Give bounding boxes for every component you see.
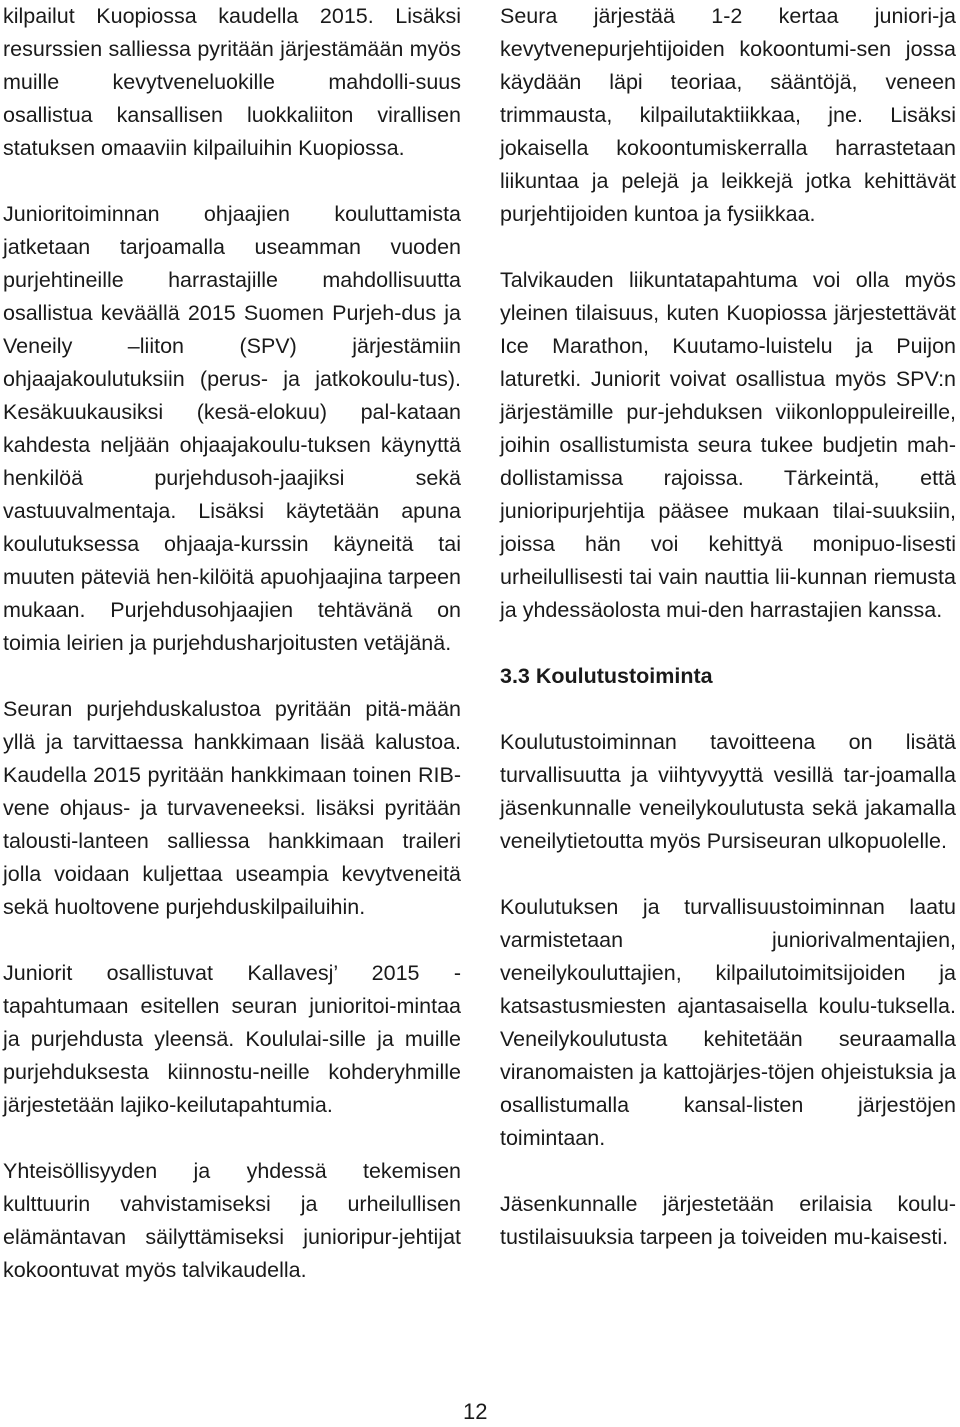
right-column xyxy=(500,0,956,1254)
paragraph-instructor-training: Junioritoiminnan ohjaajien kouluttamista jatketaan tarjoamalla useamman vuoden purjehtineille harrastajille mahdollisuutta osallistua keväällä 2015 Suomen Purjeh-dus ja Veneily –liiton (SPV) järjestämiin ohjaajakoulutuksiin (perus- ja jatkokoulu-tus). Kesäkuukausiksi (kesä-elokuu) pal-kataan kahdesta neljään ohjaajakoulu-tuksen käynyttä henkilöä purjehdusoh-jaajiksi sekä vastuuvalmentaja. Lisäksi käytetään apuna koulutuksessa ohjaaja-kurssin käyneitä tai muuten päteviä hen-kilöitä apuohjaajina tarpeen mukaan. Purjehdusohjaajien tehtävänä on toimia leirien ja purjehdusharjoitusten vetäjänä. xyxy=(3,202,461,655)
page-number: 12 xyxy=(463,1399,488,1424)
paragraph-kallavesj-event: Juniorit osallistuvat Kallavesj’ 2015 -tapahtumaan esitellen seuran junioritoi-mintaa ja purjehdusta yleensä. Koululai-sille ja muille purjehduksesta kiinnostu-neille kohderyhmille järjestetään lajiko-keilutapahtumia. xyxy=(3,961,461,1117)
paragraph-equipment: Seuran purjehduskalustoa pyritään pitä-mään yllä ja tarvittaessa hankkimaan lisää kalustoa. Kaudella 2015 pyritään hankkimaan toinen RIB-vene ohjaus- ja turvaveneeksi. lisäksi pyritään talousti-lanteen salliessa hankkimaan traileri jolla voidaan kuljettaa useampia kevytveneitä sekä huoltovene purjehduskilpailuihin. xyxy=(3,697,461,919)
paragraph-community: Yhteisöllisyyden ja yhdessä tekemisen kulttuurin vahvistamiseksi ja urheilullisen elämäntavan säilyttämiseksi junioripur-jehtijat kokoontuvat myös talvikaudella. xyxy=(3,1159,461,1282)
paragraph-junior-meetings: Seura järjestää 1-2 kertaa juniori-ja kevytvenepurjehtijoiden kokoontumi-sen jossa käydään läpi teoriaa, sääntöjä, veneen trimmausta, kilpailutaktiikkaa, jne. Lisäksi jokaisella kokoontumiskerralla harrastetaan liikuntaa ja pelejä ja leikkejä jotka kehittävät purjehtijoiden kuntoa ja fysiikkaa. xyxy=(500,4,956,226)
paragraph-winter-events: Talvikauden liikuntatapahtuma voi olla myös yleinen tilaisuus, kuten Kuopiossa järjestettävät Ice Marathon, Kuutamo-luistelu ja Puijon laturetki. Juniorit voivat osallistua myös SPV:n järjestämille pur-jehduksen viikonloppuleireille, joihin osallistumista seura tukee budjetin mah-dollistamissa rajoissa. Tärkeintä, että junioripurjehtija pääsee mukaan tilai-suuksiin, joissa hän voi kehittyä monipuo-lisesti urheilullisesti tai vain nauttia lii-kunnan riemusta ja yhdessäolosta mui-den harrastajien kanssa. xyxy=(500,268,956,622)
left-column xyxy=(3,0,461,1287)
paragraph-training-goal: Koulutustoiminnan tavoitteena on lisätä turvallisuutta ja viihtyvyyttä vesillä tar-joamalla jäsenkunnalle veneilykoulutusta sekä jakamalla veneilytietoutta myös Pursiseuran ulkopuolelle. xyxy=(500,730,956,853)
paragraph-competitions: kilpailut Kuopiossa kaudella 2015. Lisäksi resurssien salliessa pyritään järjestämään myös muille kevytveneluokille mahdolli-suus osallistua kansallisen luokkaliiton virallisen statuksen omaaviin kilpailuihin Kuopiossa. xyxy=(3,4,461,160)
section-heading: 3.3 Koulutustoiminta xyxy=(500,664,713,688)
paragraph-training-quality: Koulutuksen ja turvallisuustoiminnan laatu varmistetaan juniorivalmentajien, veneilykouluttajien, kilpailutoimitsijoiden ja katsastusmiesten ajantasaisella koulu-tuksella. Veneilykoulutusta kehitetään seuraamalla viranomaisten ja kattojärjes-töjen ohjeistuksia ja osallistumalla kansal-listen järjestöjen toimintaan. xyxy=(500,895,956,1150)
paragraph-member-training: Jäsenkunnalle järjestetään erilaisia koulu-tustilaisuuksia tarpeen ja toiveiden mu-kaisesti. xyxy=(500,1192,956,1249)
